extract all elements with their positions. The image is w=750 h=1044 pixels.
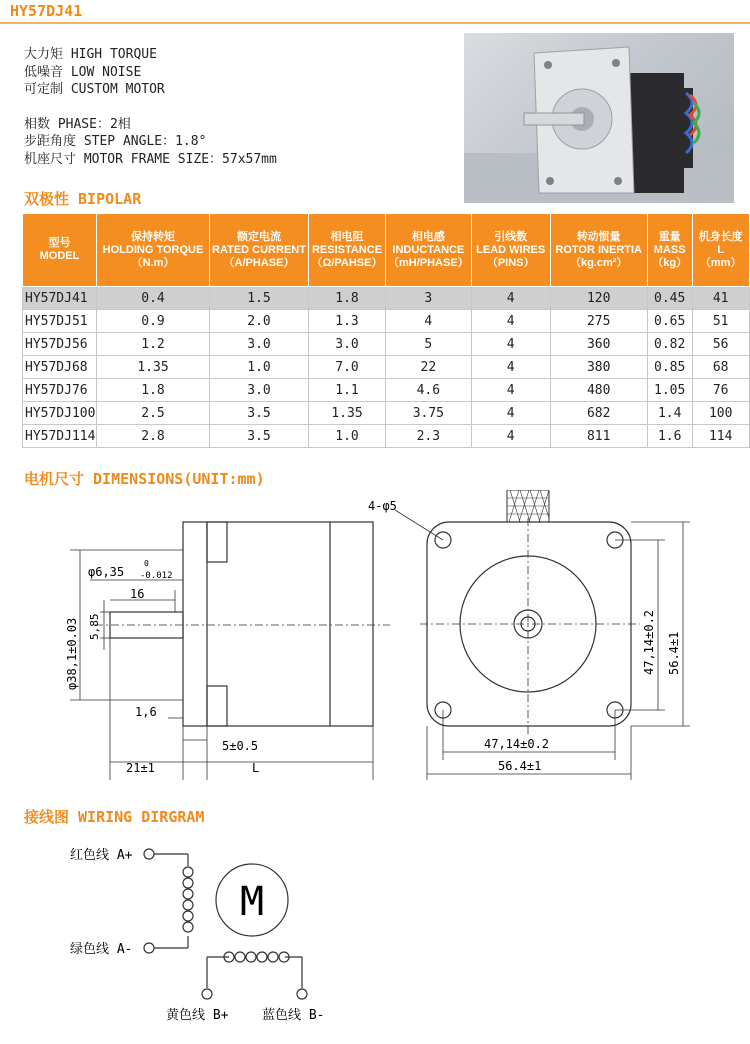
cell-model: HY57DJ114 xyxy=(23,425,97,448)
wire-red-label: 红色线 A+ xyxy=(70,848,133,863)
table-cell: 1.35 xyxy=(97,356,210,379)
wire-green-label: 绿色线 A- xyxy=(70,942,133,957)
flat-length-label: 16 xyxy=(130,587,145,601)
pilot-dia-label: φ38,1±0.03 xyxy=(65,617,79,690)
table-cell: 51 xyxy=(692,310,749,333)
spec-line: 机座尺寸 MOTOR FRAME SIZE：57x57mm xyxy=(24,151,277,167)
motor-side-body xyxy=(183,522,373,726)
table-cell: 1.5 xyxy=(210,287,309,310)
table-row xyxy=(23,425,750,448)
shaft-tol-bottom: -0.012 xyxy=(140,571,173,581)
table-cell: 120 xyxy=(550,287,647,310)
table-cell: 3.5 xyxy=(210,402,309,425)
table-cell: 0.9 xyxy=(97,310,210,333)
intro-features xyxy=(24,46,277,168)
pilot-height-label: 1,6 xyxy=(135,705,157,719)
table-cell: 0.4 xyxy=(97,287,210,310)
table-cell: 2.5 xyxy=(97,402,210,425)
shaft-length-label: 21±1 xyxy=(126,761,155,775)
table-header: 型号 MODEL xyxy=(23,214,97,287)
table-cell: 68 xyxy=(692,356,749,379)
table-header: 引线数 LEAD WIRES （PINS） xyxy=(471,214,550,287)
table-cell: 275 xyxy=(550,310,647,333)
table-cell: 1.1 xyxy=(309,379,386,402)
table-cell: 1.3 xyxy=(309,310,386,333)
table-cell: 4.6 xyxy=(386,379,472,402)
shaft-tol-top: 0 xyxy=(144,559,149,568)
table-cell: 76 xyxy=(692,379,749,402)
page-title: HY57DJ41 xyxy=(10,2,83,20)
table-cell: 4 xyxy=(471,356,550,379)
wire-blue-label: 蓝色线 B- xyxy=(262,1008,325,1023)
dimensions-title: 电机尺寸 DIMENSIONS(UNIT:mm) xyxy=(24,470,265,488)
table-cell: 4 xyxy=(471,379,550,402)
table-cell: 682 xyxy=(550,402,647,425)
table-cell: 114 xyxy=(692,425,749,448)
table-cell: 2.8 xyxy=(97,425,210,448)
frame-h-label: 56.4±1 xyxy=(498,759,542,773)
cell-model: HY57DJ41 xyxy=(23,287,97,310)
table-cell: 1.35 xyxy=(309,402,386,425)
table-cell: 0.45 xyxy=(647,287,692,310)
hole-pitch-v-label: 47,14±0.2 xyxy=(642,609,656,675)
table-cell: 4 xyxy=(471,425,550,448)
table-cell: 56 xyxy=(692,333,749,356)
holes-label: 4-φ5 xyxy=(368,499,397,513)
table-cell: 360 xyxy=(550,333,647,356)
table-cell: 1.2 xyxy=(97,333,210,356)
spec-line: 相数 PHASE：2相 xyxy=(24,116,131,132)
cell-model: HY57DJ51 xyxy=(23,310,97,333)
feature-line: 大力矩 HIGH TORQUE xyxy=(24,47,157,62)
table-header: 保持转矩 HOLDING TORQUE （N.m） xyxy=(97,214,210,287)
table-cell: 380 xyxy=(550,356,647,379)
cell-model: HY57DJ56 xyxy=(23,333,97,356)
motor-photo xyxy=(464,33,734,203)
table-cell: 3 xyxy=(386,287,472,310)
table-header: 额定电流 RATED CURRENT （A/PHASE） xyxy=(210,214,309,287)
cell-model: HY57DJ76 xyxy=(23,379,97,402)
table-cell: 4 xyxy=(386,310,472,333)
table-cell: 811 xyxy=(550,425,647,448)
spec-line: 步距角度 STEP ANGLE：1.8° xyxy=(24,134,207,149)
table-cell: 5 xyxy=(386,333,472,356)
flat-depth-label: 5,85 xyxy=(88,613,101,640)
bipolar-title: 双极性 BIPOLAR xyxy=(24,190,142,208)
table-cell: 3.0 xyxy=(309,333,386,356)
table-cell: 1.8 xyxy=(309,287,386,310)
wire-yellow-label: 黄色线 B+ xyxy=(166,1008,229,1023)
dimension-drawing xyxy=(0,490,750,790)
table-cell: 4 xyxy=(471,333,550,356)
table-cell: 4 xyxy=(471,287,550,310)
table-row xyxy=(23,356,750,379)
table-row xyxy=(23,333,750,356)
table-cell: 1.05 xyxy=(647,379,692,402)
cell-model: HY57DJ100 xyxy=(23,402,97,425)
wiring-title: 接线图 WIRING DIRGRAM xyxy=(24,808,205,826)
cell-model: HY57DJ68 xyxy=(23,356,97,379)
shaft-dia-label: φ6,35 xyxy=(88,565,125,579)
body-length-label: L xyxy=(252,761,260,775)
wiring-diagram xyxy=(0,830,750,1040)
table-row xyxy=(23,310,750,333)
table-row xyxy=(23,402,750,425)
table-cell: 0.82 xyxy=(647,333,692,356)
motor-letter: M xyxy=(239,879,265,925)
table-cell: 4 xyxy=(471,402,550,425)
table-cell: 22 xyxy=(386,356,472,379)
header-divider xyxy=(0,22,750,24)
table-cell: 0.85 xyxy=(647,356,692,379)
table-cell: 3.0 xyxy=(210,333,309,356)
table-header: 重量 MASS （kg） xyxy=(647,214,692,287)
table-cell: 3.0 xyxy=(210,379,309,402)
table-cell: 41 xyxy=(692,287,749,310)
table-cell: 4 xyxy=(471,310,550,333)
table-cell: 480 xyxy=(550,379,647,402)
table-header: 相电阻 RESISTANCE （Ω/PAHSE） xyxy=(309,214,386,287)
table-header: 相电感 INDUCTANCE （mH/PHASE） xyxy=(386,214,472,287)
table-row xyxy=(23,287,750,310)
table-cell: 3.75 xyxy=(386,402,472,425)
feature-line: 可定制 CUSTOM MOTOR xyxy=(24,82,165,97)
table-header-row xyxy=(23,214,750,287)
table-cell: 2.3 xyxy=(386,425,472,448)
table-header: 转动惯量 ROTOR INERTIA （kg.cm²） xyxy=(550,214,647,287)
pilot-depth-label: 5±0.5 xyxy=(222,739,259,753)
table-cell: 2.0 xyxy=(210,310,309,333)
feature-line: 低噪音 LOW NOISE xyxy=(24,64,142,80)
table-cell: 100 xyxy=(692,402,749,425)
table-cell: 1.6 xyxy=(647,425,692,448)
hole-pitch-h-label: 47,14±0.2 xyxy=(484,737,550,751)
table-cell: 7.0 xyxy=(309,356,386,379)
table-cell: 0.65 xyxy=(647,310,692,333)
spec-table xyxy=(22,213,750,448)
table-cell: 1.0 xyxy=(210,356,309,379)
frame-v-label: 56.4±1 xyxy=(667,631,681,675)
table-cell: 3.5 xyxy=(210,425,309,448)
table-row xyxy=(23,379,750,402)
table-cell: 1.8 xyxy=(97,379,210,402)
table-cell: 1.4 xyxy=(647,402,692,425)
table-cell: 1.0 xyxy=(309,425,386,448)
table-header: 机身长度 L （mm） xyxy=(692,214,749,287)
